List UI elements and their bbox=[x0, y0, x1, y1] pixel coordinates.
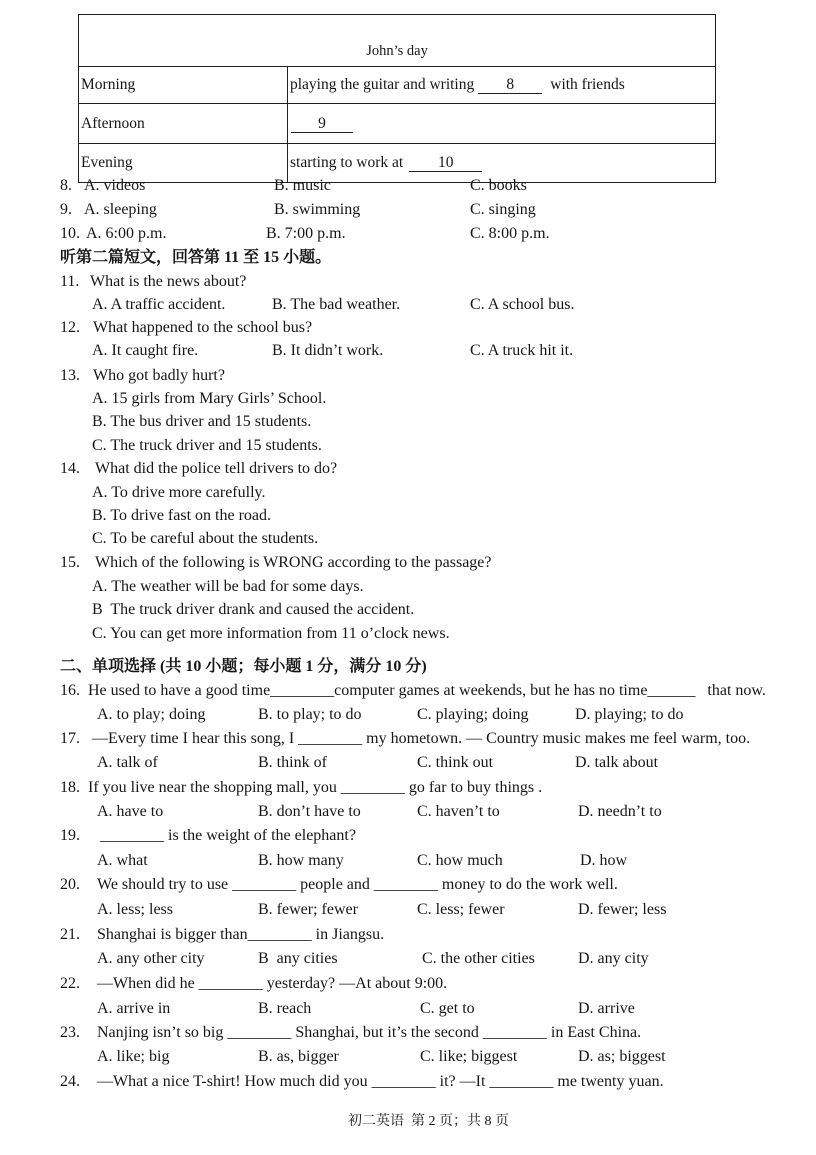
row-content-morning bbox=[288, 67, 716, 104]
option-b: B. don’t have to bbox=[258, 803, 361, 820]
table-row-afternoon bbox=[79, 104, 716, 144]
option-c: C. singing bbox=[470, 201, 536, 218]
option-c: C. haven’t to bbox=[417, 803, 500, 820]
row-label-morning: Morning bbox=[79, 67, 288, 104]
question-number: 13. bbox=[60, 367, 80, 384]
option-c: C. the other cities bbox=[422, 950, 535, 967]
question-number: 11. bbox=[60, 273, 80, 290]
option-c: C. like; biggest bbox=[420, 1048, 518, 1065]
option-a: A. have to bbox=[97, 803, 164, 820]
option-a: A. any other city bbox=[97, 950, 205, 967]
option-b: B. how many bbox=[258, 852, 344, 869]
answer-blank-8: 8 bbox=[478, 76, 542, 94]
option-a: A. to play; doing bbox=[97, 706, 206, 723]
question-12-options bbox=[0, 340, 816, 362]
question-number: 10. bbox=[60, 225, 80, 242]
question-13-option-b bbox=[0, 411, 816, 433]
row-label-evening: Evening bbox=[79, 144, 288, 183]
answer-blank-10: 10 bbox=[409, 154, 482, 172]
option-c: C. 8:00 p.m. bbox=[470, 225, 550, 242]
question-13-option-a bbox=[0, 388, 816, 410]
option-b: B. think of bbox=[258, 754, 327, 771]
option-a: A. like; big bbox=[97, 1048, 170, 1065]
question-8 bbox=[0, 175, 816, 197]
row-content-afternoon bbox=[288, 104, 716, 144]
option-d: D. talk about bbox=[575, 754, 659, 771]
option-b: B. reach bbox=[258, 1000, 312, 1017]
option-d: D. any city bbox=[578, 950, 649, 967]
question-text: Shanghai is bigger than________ in Jiangsu. bbox=[97, 926, 385, 943]
table-row-morning bbox=[79, 67, 716, 104]
option-c: C. You can get more information from 11 o’clock news. bbox=[92, 625, 450, 642]
question-number: 23. bbox=[60, 1024, 80, 1041]
question-text: What happened to the school bus? bbox=[93, 319, 313, 336]
question-14-option-b bbox=[0, 505, 816, 527]
option-b: B. It didn’t work. bbox=[272, 342, 384, 359]
question-9 bbox=[0, 199, 816, 221]
option-c: C. playing; doing bbox=[417, 706, 529, 723]
option-a: A. 6:00 p.m. bbox=[86, 225, 167, 242]
question-number: 16. bbox=[60, 682, 80, 699]
question-20 bbox=[0, 874, 816, 896]
question-20-options bbox=[0, 899, 816, 921]
question-number: 9. bbox=[60, 201, 72, 218]
question-13-option-c bbox=[0, 435, 816, 457]
question-12 bbox=[0, 317, 816, 339]
option-a: A. It caught fire. bbox=[92, 342, 199, 359]
section-heading-line bbox=[0, 656, 816, 678]
option-c: C. To be careful about the students. bbox=[92, 530, 319, 547]
question-11-options bbox=[0, 294, 816, 316]
option-b: B. fewer; fewer bbox=[258, 901, 358, 918]
option-b: B The truck driver drank and caused the accident. bbox=[92, 601, 415, 618]
option-b: B. as, bigger bbox=[258, 1048, 339, 1065]
question-19-options bbox=[0, 850, 816, 872]
option-d: D. arrive bbox=[578, 1000, 635, 1017]
option-c: C. books bbox=[470, 177, 527, 194]
row-text: playing the guitar and writing bbox=[290, 76, 475, 93]
question-number: 12. bbox=[60, 319, 80, 336]
question-17 bbox=[0, 728, 816, 750]
option-d: D. playing; to do bbox=[575, 706, 684, 723]
question-19 bbox=[0, 825, 816, 847]
option-a: A. arrive in bbox=[97, 1000, 171, 1017]
row-label-afternoon: Afternoon bbox=[79, 104, 288, 144]
question-number: 22. bbox=[60, 975, 80, 992]
option-c: C. A school bus. bbox=[470, 296, 575, 313]
question-13 bbox=[0, 365, 816, 387]
question-text: Who got badly hurt? bbox=[93, 367, 225, 384]
question-22-options bbox=[0, 998, 816, 1020]
question-21-options bbox=[0, 948, 816, 970]
question-text: Nanjing isn’t so big ________ Shanghai, but it’s the second ________ in East China. bbox=[97, 1024, 642, 1041]
question-18-options bbox=[0, 801, 816, 823]
option-a: A. talk of bbox=[97, 754, 158, 771]
question-14-option-c bbox=[0, 528, 816, 550]
option-c: C. how much bbox=[417, 852, 503, 869]
question-text: ________ is the weight of the elephant? bbox=[100, 827, 356, 844]
option-c: C. less; fewer bbox=[417, 901, 505, 918]
question-text: We should try to use ________ people and ________ money to do the work well. bbox=[97, 876, 618, 893]
question-text: He used to have a good time________computer games at weekends, but he has no time______ that now. bbox=[88, 682, 766, 699]
option-d: D. fewer; less bbox=[578, 901, 667, 918]
option-b: B. The bad weather. bbox=[272, 296, 401, 313]
option-b: B. The bus driver and 15 students. bbox=[92, 413, 312, 430]
question-number: 24. bbox=[60, 1073, 80, 1090]
option-a: A. less; less bbox=[97, 901, 173, 918]
row-text: starting to work at bbox=[290, 154, 404, 171]
option-b: B. swimming bbox=[274, 201, 361, 218]
option-b: B. music bbox=[274, 177, 331, 194]
question-18 bbox=[0, 777, 816, 799]
question-text: What did the police tell drivers to do? bbox=[95, 460, 338, 477]
option-c: C. think out bbox=[417, 754, 494, 771]
question-15-option-a bbox=[0, 576, 816, 598]
question-24 bbox=[0, 1071, 816, 1093]
question-number: 14. bbox=[60, 460, 80, 477]
question-15-option-b bbox=[0, 599, 816, 621]
question-23-options bbox=[0, 1046, 816, 1068]
question-number: 21. bbox=[60, 926, 80, 943]
option-a: A. what bbox=[97, 852, 148, 869]
question-number: 19. bbox=[60, 827, 80, 844]
option-a: A. sleeping bbox=[84, 201, 157, 218]
option-b: B. 7:00 p.m. bbox=[266, 225, 346, 242]
johns-day-table bbox=[78, 14, 716, 183]
option-c: C. A truck hit it. bbox=[470, 342, 574, 359]
answer-blank-9: 9 bbox=[291, 115, 353, 133]
option-a: A. 15 girls from Mary Girls’ School. bbox=[92, 390, 327, 407]
option-d: D. needn’t to bbox=[578, 803, 662, 820]
question-number: 17. bbox=[60, 730, 80, 747]
question-10 bbox=[0, 223, 816, 245]
question-16-options bbox=[0, 704, 816, 726]
question-14-option-a bbox=[0, 482, 816, 504]
question-number: 8. bbox=[60, 177, 72, 194]
option-c: C. The truck driver and 15 students. bbox=[92, 437, 322, 454]
question-text: —When did he ________ yesterday? —At about 9:00. bbox=[97, 975, 448, 992]
option-a: A. To drive more carefully. bbox=[92, 484, 266, 501]
question-16 bbox=[0, 680, 816, 702]
question-15 bbox=[0, 552, 816, 574]
question-number: 18. bbox=[60, 779, 80, 796]
question-14 bbox=[0, 458, 816, 480]
option-a: A. The weather will be bad for some days. bbox=[92, 578, 364, 595]
option-d: D. as; biggest bbox=[578, 1048, 666, 1065]
passage-instruction: 听第二篇短文，回答第 11 至 15 小题。 bbox=[60, 249, 332, 266]
question-17-options bbox=[0, 752, 816, 774]
option-a: A. A traffic accident. bbox=[92, 296, 226, 313]
question-text: What is the news about? bbox=[90, 273, 247, 290]
question-text: —What a nice T-shirt! How much did you ________ it? —It ________ me twenty yuan. bbox=[97, 1073, 664, 1090]
option-b: B any cities bbox=[258, 950, 338, 967]
option-a: A. videos bbox=[84, 177, 146, 194]
question-number: 15. bbox=[60, 554, 80, 571]
question-text: Which of the following is WRONG according to the passage? bbox=[95, 554, 492, 571]
question-21 bbox=[0, 924, 816, 946]
page-footer: 初二英语 第 2 页；共 8 页 bbox=[348, 1114, 509, 1129]
option-b: B. To drive fast on the road. bbox=[92, 507, 271, 524]
option-b: B. to play; to do bbox=[258, 706, 362, 723]
question-22 bbox=[0, 973, 816, 995]
question-11 bbox=[0, 271, 816, 293]
passage-instruction-line bbox=[0, 247, 816, 269]
question-text: If you live near the shopping mall, you ________ go far to buy things . bbox=[88, 779, 543, 796]
option-c: C. get to bbox=[420, 1000, 475, 1017]
table-title: John’s day bbox=[79, 15, 716, 67]
section-heading: 二、单项选择 (共 10 小题；每小题 1 分，满分 10 分) bbox=[60, 658, 427, 675]
question-23 bbox=[0, 1022, 816, 1044]
question-15-option-c bbox=[0, 623, 816, 645]
option-d: D. how bbox=[580, 852, 628, 869]
row-text: with friends bbox=[550, 76, 625, 93]
question-number: 20. bbox=[60, 876, 80, 893]
question-text: —Every time I hear this song, I ________ my hometown. — Country music makes me feel warm, too. bbox=[92, 730, 751, 747]
